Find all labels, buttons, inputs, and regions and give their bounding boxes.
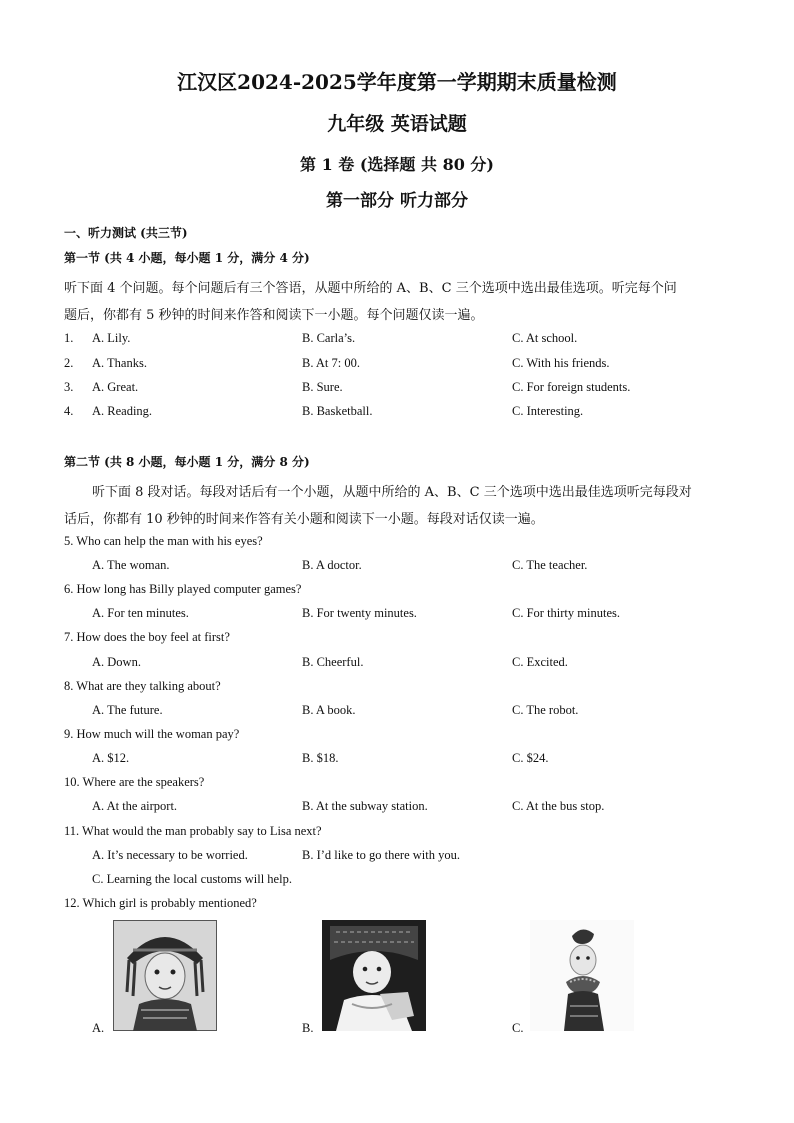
option-b: B. Carla’s. <box>302 331 356 345</box>
option-a: A. Thanks. <box>92 356 147 370</box>
girl-photo-b <box>322 920 426 1031</box>
option-a: A. The woman. <box>92 558 170 572</box>
option-c-label: C. <box>512 1021 524 1035</box>
option-c: C. The robot. <box>512 703 579 717</box>
option-c: C. $24. <box>512 751 549 765</box>
option-a: A. $12. <box>92 751 130 765</box>
exam-subtitle: 九年级 英语试题 <box>327 113 467 135</box>
question-text: 10. Where are the speakers? <box>64 775 205 789</box>
option-a: A. It’s necessary to be worried. <box>92 848 248 862</box>
section1-instruction-line1: 听下面 4 个问题。每个问题后有三个答语，从题中所给的 A、B、C 三个选项中选出最佳选项。听完每个问 <box>64 281 677 296</box>
part-title: 第一部分 听力部分 <box>326 191 468 211</box>
option-c: C. Learning the local customs will help. <box>92 872 292 886</box>
exam-title: 江汉区2024-2025学年度第一学期期末质量检测 <box>177 70 617 94</box>
option-b-label: B. <box>302 1021 314 1035</box>
volume-title: 第 1 卷 (选择题 共 80 分) <box>300 155 494 174</box>
item-number: 2. <box>64 356 74 370</box>
option-c: C. With his friends. <box>512 356 610 370</box>
option-a: A. Great. <box>92 380 139 394</box>
option-b: B. For twenty minutes. <box>302 606 417 620</box>
girl-photo-a <box>113 920 217 1031</box>
item-number: 4. <box>64 404 74 418</box>
question-text: 11. What would the man probably say to Lisa next? <box>64 824 322 838</box>
section1-instruction-line2: 题后，你都有 5 秒钟的时间来作答和阅读下一小题。每个问题仅读一遍。 <box>64 308 484 323</box>
option-a: A. At the airport. <box>92 799 178 813</box>
option-c: C. For thirty minutes. <box>512 606 620 620</box>
option-c: C. At the bus stop. <box>512 799 605 813</box>
option-b: B. At the subway station. <box>302 799 428 813</box>
girl-photo-c <box>530 920 634 1031</box>
option-b: B. A book. <box>302 703 356 717</box>
question-text: 6. How long has Billy played computer games? <box>64 582 302 596</box>
item-number: 3. <box>64 380 74 394</box>
question-text: 5. Who can help the man with his eyes? <box>64 534 263 548</box>
option-a: A. Reading. <box>92 404 153 418</box>
option-a: A. The future. <box>92 703 163 717</box>
section1-subheading: 第一节 (共 4 小题，每小题 1 分，满分 4 分) <box>64 251 310 265</box>
option-b: B. I’d like to go there with you. <box>302 848 460 862</box>
option-a-label: A. <box>92 1021 105 1035</box>
option-c: C. At school. <box>512 331 578 345</box>
option-a: A. For ten minutes. <box>92 606 189 620</box>
question-text: 8. What are they talking about? <box>64 679 221 693</box>
question-text: 9. How much will the woman pay? <box>64 727 240 741</box>
option-b: B. At 7: 00. <box>302 356 360 370</box>
option-c: C. The teacher. <box>512 558 588 572</box>
option-b: B. Cheerful. <box>302 655 364 669</box>
item-number: 1. <box>64 331 74 345</box>
question-text: 7. How does the boy feel at first? <box>64 630 230 644</box>
option-c: C. For foreign students. <box>512 380 631 394</box>
section-heading: 一、听力测试 (共三节) <box>64 226 188 240</box>
option-b: B. Basketball. <box>302 404 373 418</box>
option-b: B. A doctor. <box>302 558 362 572</box>
option-c: C. Interesting. <box>512 404 584 418</box>
option-a: A. Lily. <box>92 331 131 345</box>
option-a: A. Down. <box>92 655 141 669</box>
option-c: C. Excited. <box>512 655 568 669</box>
section2-instruction-line1: 听下面 8 段对话。每段对话后有一个小题，从题中所给的 A、B、C 三个选项中选出最佳选项听完每段对 <box>92 485 692 500</box>
option-b: B. $18. <box>302 751 339 765</box>
option-b: B. Sure. <box>302 380 343 394</box>
section2-subheading: 第二节 (共 8 小题，每小题 1 分，满分 8 分) <box>64 455 310 469</box>
section2-instruction-line2: 话后，你都有 10 秒钟的时间来作答有关小题和阅读下一小题。每段对话仅读一遍。 <box>64 512 544 527</box>
question-text: 12. Which girl is probably mentioned? <box>64 896 257 910</box>
